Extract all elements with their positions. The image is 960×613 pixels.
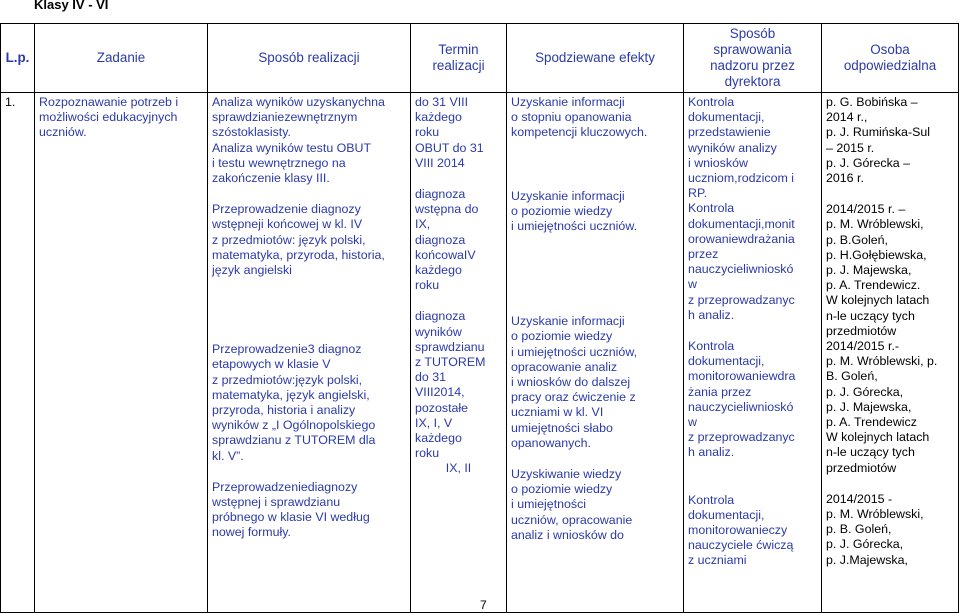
cell-osoba <box>822 93 959 613</box>
termin-item: diagnoza wstępna do IX, diagnoza końcowaIV każdego roku <box>415 187 479 293</box>
cell-lp: 1. <box>1 93 35 613</box>
cell-efekty <box>507 93 684 613</box>
header-nadzor: Sposób sprawowania nadzoru przez dyrektora <box>684 24 822 93</box>
header-lp: L.p. <box>1 24 35 93</box>
header-termin: Termin realizacji <box>411 24 507 93</box>
nadzor-item: Kontrola dokumentacji, przedstawienie wyników analizy i wniosków uczniom,rodzicom i RP. <box>688 95 795 201</box>
nadzor-item: Kontrola dokumentacji, monitorowanieczy nauczyciele ćwiczą z uczniami <box>688 492 794 568</box>
document-title: Klasy IV - VI <box>34 0 109 12</box>
sposob-item: Przeprowadzeniediagnozy wstępnej i sprawdzianu próbnego w klasie VI według nowej formuły. <box>212 479 370 540</box>
osoba-item: 2014/2015 r. – p. M. Wróblewski, p. B.Goleń, p. H.Gołębiewska, p. J. Majewska, p. A. Trendewicz. W kolejnych latach n-le uczący tych przedmiotów <box>826 202 930 338</box>
termin-item: IX, II <box>445 461 472 476</box>
page-number: 7 <box>480 598 487 612</box>
osoba-item: 2014/2015 r.- p. M. Wróblewski, p. B. Goleń, p. J. Górecka, p. J. Majewska, p. A. Trendewicz W kolejnych latach n-le uczący tych przedmiotów <box>826 339 938 475</box>
header-row <box>1 24 959 93</box>
nadzor-item: Kontrola dokumentacji,monit orowaniewdrażania przez nauczycieliwnioskó w z przeprowadzanyc h analiz. <box>688 201 795 322</box>
cell-termin <box>411 93 507 613</box>
efekty-item: Uzyskanie informacji o poziomie wiedzy i umiejętności uczniów, opracowanie analiz i wniosków do dalszej pracy oraz ćwiczenie z uczniami w kl. VI umiejętności słabo opanowanych. <box>511 314 638 450</box>
efekty-item: Uzyskiwanie wiedzy o poziomie wiedzy i umiejętności uczniów, opracowanie analiz i wniosków do <box>511 467 633 542</box>
header-sposob: Sposób realizacji <box>208 24 411 93</box>
header-osoba: Osoba odpowiedzialna <box>822 24 959 93</box>
efekty-item: Uzyskanie informacji o stopniu opanowania kompetencji kluczowych. <box>511 95 648 140</box>
sposob-item: Przeprowadzenie diagnozy wstępneji końcowej w kl. IV z przedmiotów: język polski, matematyka, przyroda, historia, język angielski <box>212 202 385 278</box>
header-zadanie: Zadanie <box>35 24 208 93</box>
termin-item: do 31 VIII każdego roku OBUT do 31 VIII 2014 <box>415 95 484 170</box>
osoba-item: p. G. Bobińska – 2014 r., p. J. Rumińska-Sul – 2015 r. p. J. Górecka – 2016 r. <box>826 95 930 186</box>
cell-nadzor <box>684 93 822 613</box>
plan-table <box>0 23 959 613</box>
termin-item: diagnoza wyników sprawdzianu z TUTOREM do 31 VIII2014, pozostałe IX, I, V każdego roku <box>415 309 486 461</box>
cell-zadanie: Rozpoznawanie potrzeb i możliwości edukacyjnych uczniów. <box>35 93 208 613</box>
header-efekty: Spodziewane efekty <box>507 24 684 93</box>
osoba-item: 2014/2015 - p. M. Wróblewski, p. B. Goleń, p. J. Górecka, p. J.Majewska, <box>826 491 924 567</box>
sposob-item: Analiza wyników uzyskanychna sprawdzianiezewnętrznym szóstoklasisty. Analiza wyników testu OBUT i testu wewnętrznego na zakończenie klasy III. <box>212 95 385 186</box>
table-row <box>1 93 959 613</box>
nadzor-item: Kontrola dokumentacji, monitorowaniewdra żania przez nauczycieliwnioskó w z przeprowadzanyc h analiz. <box>688 339 796 460</box>
efekty-item: Uzyskanie informacji o poziomie wiedzy i umiejętności uczniów. <box>511 188 638 234</box>
sposob-item: Przeprowadzenie3 diagnoz etapowych w klasie V z przedmiotów:język polski, matematyka, język angielski, przyroda, historia i analizy wyników z „I Ogólnopolskiego sprawdzianu z TUTOREM dla kl. V”. <box>212 342 376 463</box>
cell-sposob <box>208 93 411 613</box>
